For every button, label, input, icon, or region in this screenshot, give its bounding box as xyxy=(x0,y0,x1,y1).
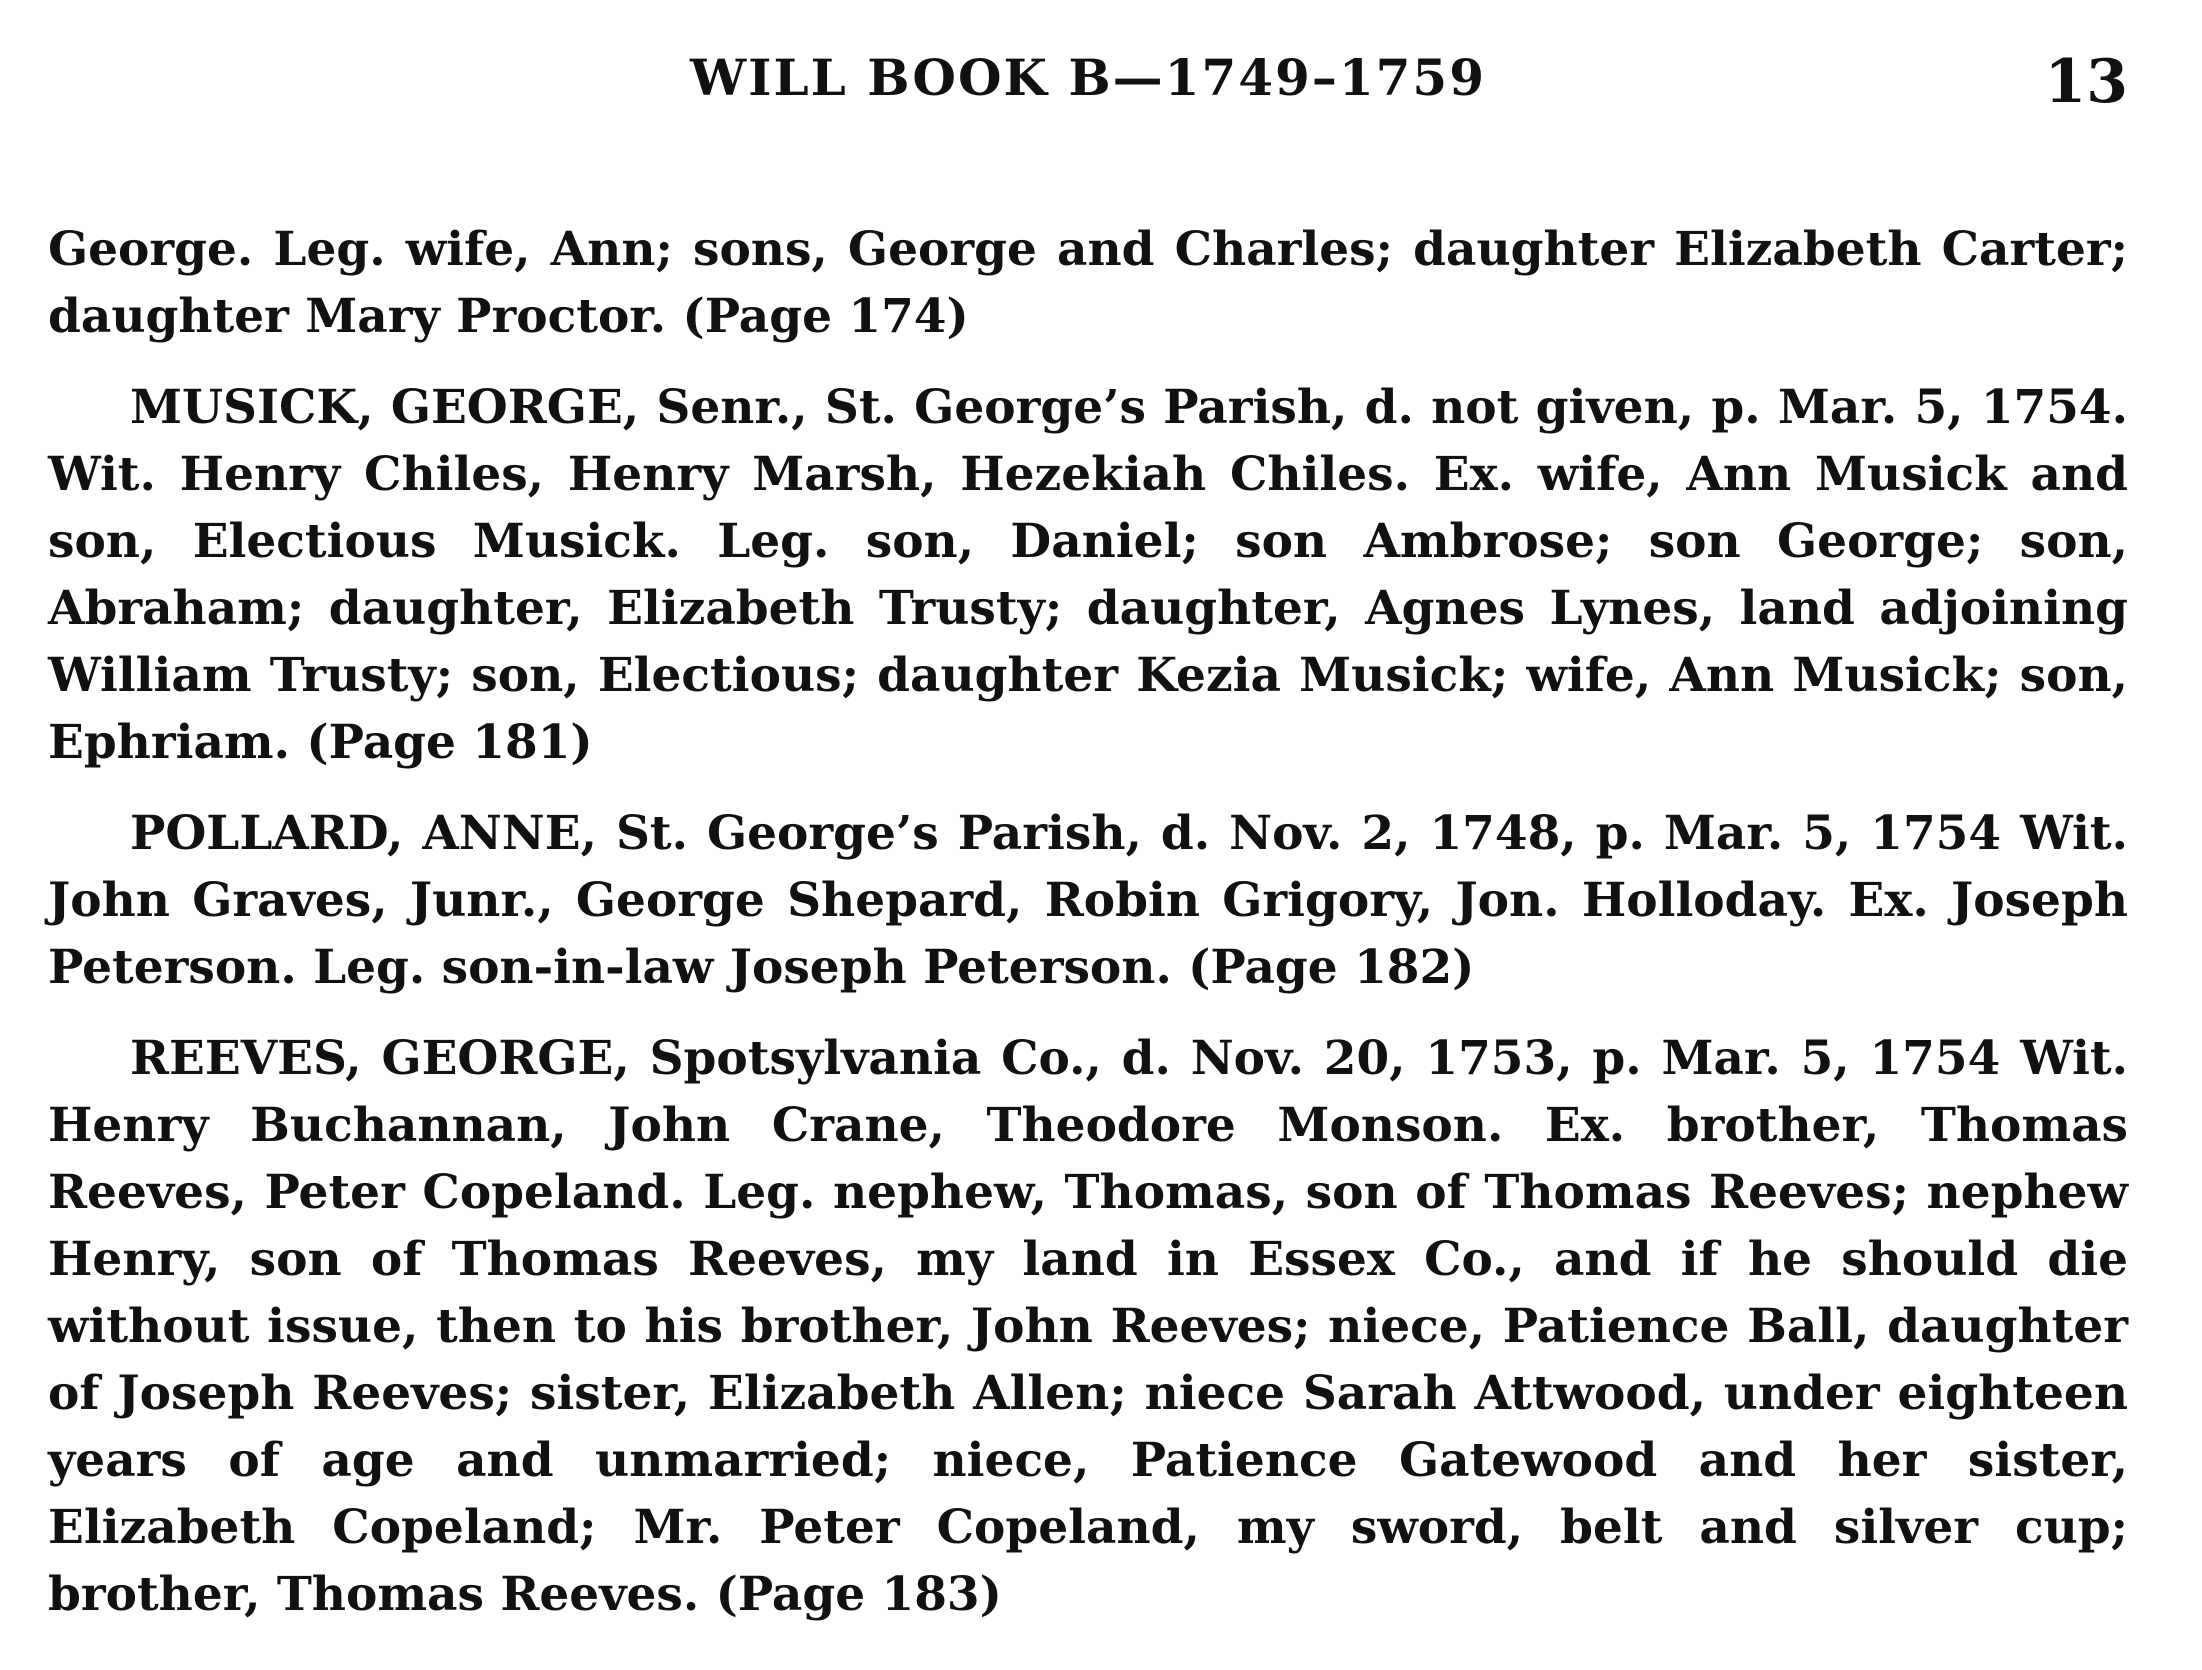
entry-musick-george: MUSICK, GEORGE, Senr., St. George’s Parish, d. not given, p. Mar. 5, 1754. Wit. Henry Chiles, Henry Marsh, Hezekiah Chiles. Ex. wife, Ann Musick and son, Electious Musick. Leg. son, Daniel; son Ambrose; son George; son, Abraham; daughter, Elizabeth Trusty; daughter, Agnes Lynes, land adjoining William Trusty; son, Electious; daughter Kezia Musick; wife, Ann Musick; son, Ephriam. (Page 181) xyxy=(48,380,2128,770)
entry-pollard-anne: POLLARD, ANNE, St. George’s Parish, d. Nov. 2, 1748, p. Mar. 5, 1754 Wit. John Graves, Junr., George Shepard, Robin Grigory, Jon. Holloday. Ex. Joseph Peterson. Leg. son-in-law Joseph Peterson. (Page 182) xyxy=(48,806,2128,995)
running-title: WILL BOOK B—1749–1759 xyxy=(689,48,1486,107)
entry-reeves-george: REEVES, GEORGE, Spotsylvania Co., d. Nov. 20, 1753, p. Mar. 5, 1754 Wit. Henry Buchannan, John Crane, Theodore Monson. Ex. brother, Thomas Reeves, Peter Copeland. Leg. nephew, Thomas, son of Thomas Reeves; nephew Henry, son of Thomas Reeves, my land in Essex Co., and if he should die without issue, then to his brother, John Reeves; niece, Patience Ball, daughter of Joseph Reeves; sister, Elizabeth Allen; niece Sarah Attwood, under eighteen years of age and unmarried; niece, Patience Gatewood and her sister, Elizabeth Copeland; Mr. Peter Copeland, my sword, belt and silver cup; brother, Thomas Reeves. (Page 183) xyxy=(48,1031,2128,1622)
page-body xyxy=(48,216,2128,1628)
page-header xyxy=(48,40,2128,116)
page-number: 13 xyxy=(2044,47,2128,117)
entry-continuation: George. Leg. wife, Ann; sons, George and Charles; daughter Elizabeth Carter; daughter Mary Proctor. (Page 174) xyxy=(48,222,2128,344)
document-page xyxy=(48,40,2128,1640)
